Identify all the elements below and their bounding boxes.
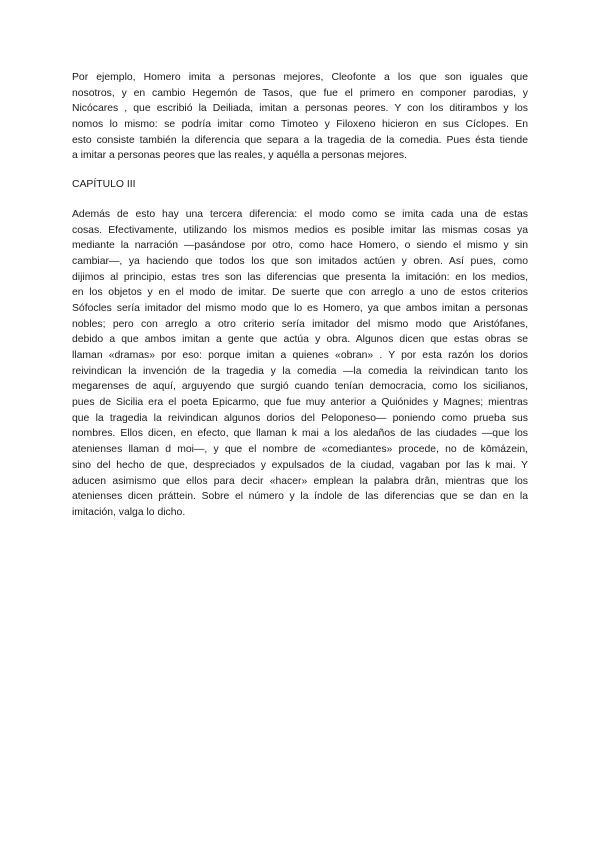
paragraph-line: nobles; pero con arreglo a otro criterio sería imitador del mismo modo que Aristófanes, (72, 318, 528, 330)
paragraph-line: Por ejemplo, Homero imita a personas mejores, Cleofonte a los que son iguales que (72, 72, 528, 83)
paragraph-line: imitación, valga lo dicho. (72, 506, 186, 518)
paragraph-1 (72, 70, 528, 164)
paragraph-line: dijimos al principio, estas tres son las diferencias que presenta la imitación: en los medios, (72, 271, 528, 283)
paragraph-line: a imitar a personas peores que las reales, y aquélla a personas mejores. (72, 150, 407, 162)
paragraph-line: Sófocles sería imitador del mismo modo que lo es Homero, ya que ambos imitan a personas (72, 302, 528, 314)
paragraph-line: atenienses llaman d moi—, y que el nombre de «comediantes» procede, no de kōmázein, (72, 444, 528, 456)
paragraph-line: nomos lo mismo: se podría imitar como Timoteo y Filoxeno hicieron en sus Cíclopes. En (72, 119, 528, 131)
paragraph-line: Además de esto hay una tercera diferencia: el modo como se imita cada una de estas (72, 208, 528, 220)
paragraph-line: Nicócares , que escribió la Deiliada, imitan a personas peores. Y con los ditirambos y los (72, 103, 528, 115)
paragraph-line: llaman «dramas» por eso: porque imitan a quienes «obran» . Y por esta razón los dorios (72, 350, 528, 361)
paragraph-line: reivindican la invención de la tragedia y la comedia —la comedia la reivindican tanto los (72, 365, 528, 377)
paragraph-line: cambiar—, ya haciendo que todos los que son imitados actúen y obren. Así pues, como (72, 255, 528, 267)
paragraph-2 (72, 207, 528, 521)
paragraph-line: nosotros, y en cambio Hegemón de Tasos, que fue el primero en componer parodias, y (72, 87, 528, 99)
paragraph-line: en los objetos y en el modo de imitar. De suerte que con arreglo a uno de estos criterios (72, 287, 528, 299)
paragraph-line: cosas. Efectivamente, utilizando los mismos medios es posible imitar las mismas cosas ya (72, 224, 528, 236)
paragraph-line: aducen asimismo que ellos para decir «hacer» emplean la palabra drân, mientras que los (72, 475, 528, 487)
paragraph-line: que la tragedia la reivindican algunos dorios del Peloponeso— poniendo como prueba sus (72, 412, 528, 424)
paragraph-line: megarenses de aquí, arguyendo que surgió cuando tenían democracia, como los sicilianos, (72, 381, 528, 393)
paragraph-line: sino del hecho de que, despreciados y expulsados de la ciudad, vagaban por las k mai. Y (72, 459, 528, 471)
paragraph-line: atenienses dicen práttein. Sobre el número y la índole de las diferencias que se dan en la (72, 491, 528, 503)
paragraph-line: pues de Sicilia era el poeta Epicarmo, que fue muy anterior a Quiónides y Magnes; mientras (72, 397, 528, 409)
paragraph-line: debido a que ambos imitan a gente que actúa y obra. Algunos dicen que estas obras se (72, 334, 528, 346)
document-page (72, 70, 528, 521)
paragraph-line: nombres. Ellos dicen, en efecto, que llaman k mai a los aledaños de las ciudades —que los (72, 428, 528, 440)
chapter-heading: CAPÍTULO III (72, 179, 136, 191)
paragraph-line: esto consiste también la diferencia que separa a la tragedia de la comedia. Pues ésta tiende (72, 134, 528, 146)
paragraph-line: mediante la narración —pasándose por otro, como hace Homero, o siendo el mismo y sin (72, 240, 528, 252)
